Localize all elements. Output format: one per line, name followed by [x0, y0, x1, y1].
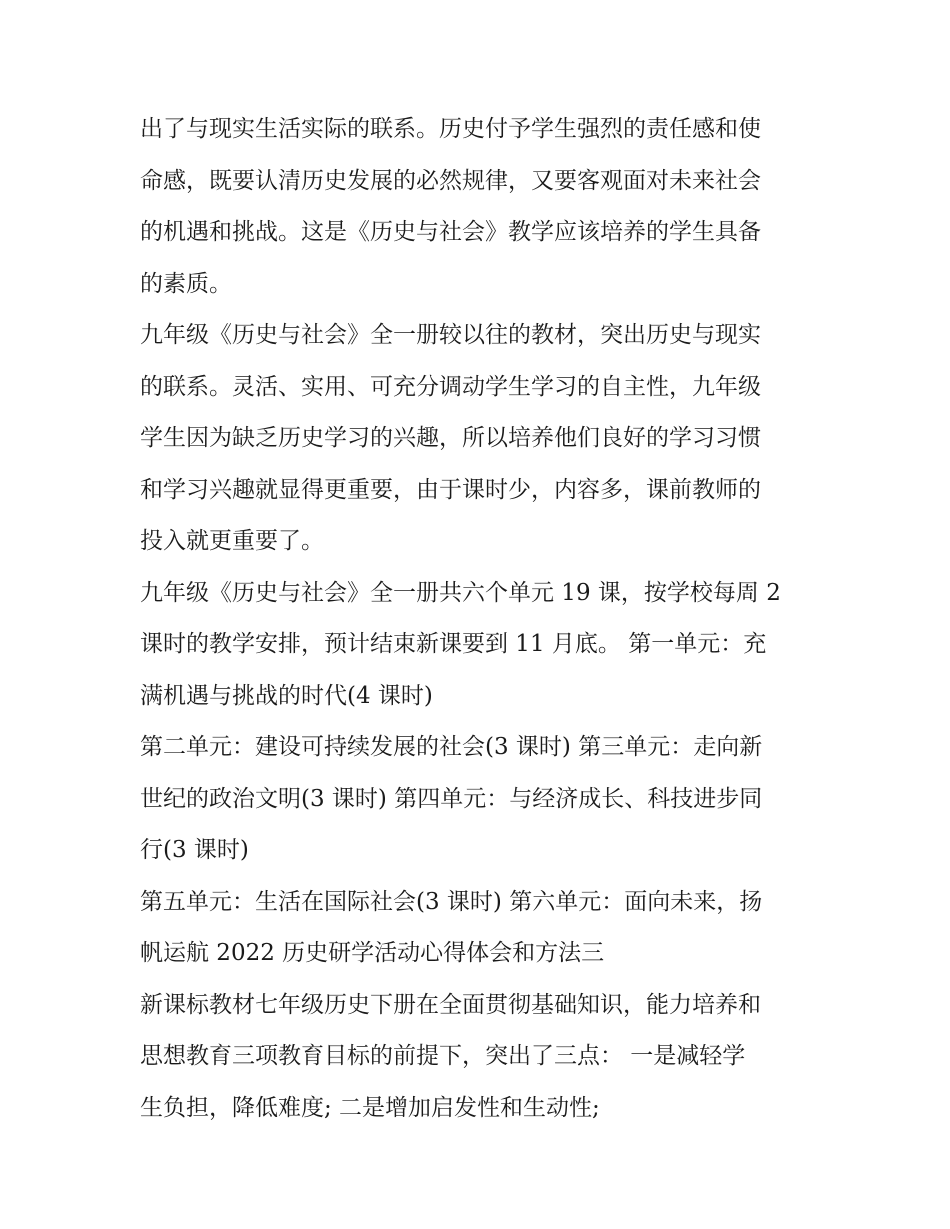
document-body [140, 104, 815, 1134]
text-line: 新课标教材七年级历史下册在全面贯彻基础知识，能力培养和 [140, 991, 761, 1018]
text-line: 命感，既要认清历史发展的必然规律，又要客观面对未来社会 [140, 167, 761, 194]
text-line: 世纪的政治文明(3 课时) 第四单元：与经济成长、科技进步同 [140, 785, 763, 812]
text-line: 第五单元：生活在国际社会(3 课时) 第六单元：面向未来，扬 [140, 888, 763, 915]
text-line: 的机遇和挑战。这是《历史与社会》教学应该培养的学生具备 [140, 219, 761, 245]
text-line: 满机遇与挑战的时代(4 课时) [140, 682, 433, 709]
text-line: 课时的教学安排，预计结束新课要到 11 月底。 第一单元：充 [140, 631, 767, 657]
text-line: 的素质。 [140, 270, 232, 297]
text-line: 思想教育三项教育目标的前提下，突出了三点： 一是减轻学 [140, 1043, 746, 1069]
text-line: 生负担，降低难度; 二是增加启发性和生动性; [140, 1094, 600, 1121]
text-line: 第二单元：建设可持续发展的社会(3 课时) 第三单元：走向新 [140, 734, 763, 760]
text-line: 投入就更重要了。 [140, 528, 324, 554]
text-line: 出了与现实生活实际的联系。历史付予学生强烈的责任感和使 [140, 116, 761, 142]
text-line: 九年级《历史与社会》全一册共六个单元 19 课，按学校每周 2 [140, 579, 781, 606]
text-line: 和学习兴趣就显得更重要，由于课时少，内容多，课前教师的 [140, 476, 761, 503]
text-line: 行(3 课时) [140, 837, 249, 863]
text-line: 学生因为缺乏历史学习的兴趣，所以培养他们良好的学习习惯 [140, 425, 761, 451]
text-line: 帆运航 2022 历史研学活动心得体会和方法三 [140, 940, 605, 966]
text-line: 的联系。灵活、实用、可充分调动学生学习的自主性，九年级 [140, 373, 761, 400]
text-line: 九年级《历史与社会》全一册较以往的教材，突出历史与现实 [140, 322, 761, 348]
